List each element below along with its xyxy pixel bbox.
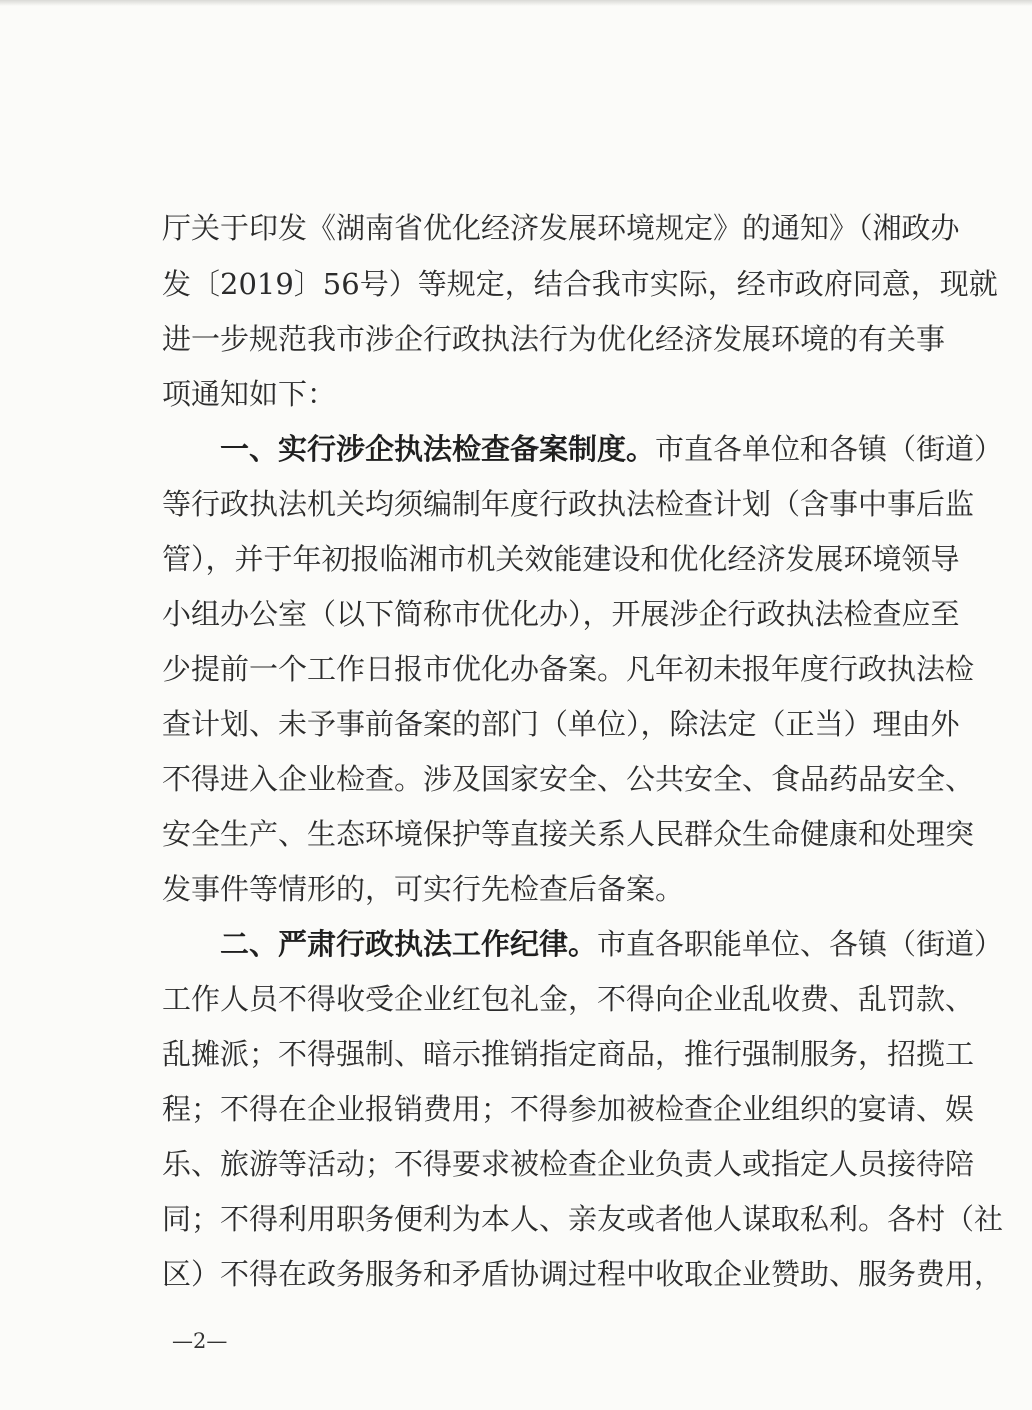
- section-two-line-4: 程；不得在企业报销费用；不得参加被检查企业组织的宴请、娱: [162, 1092, 975, 1126]
- section-two-line-7: 区）不得在政务服务和矛盾协调过程中收取企业赞助、服务费用，: [162, 1257, 1004, 1291]
- section-one-line-3: 管），并于年初报临湘市机关效能建设和优化经济发展环境领导: [162, 542, 960, 576]
- section-one-text-start: 市直各单位和各镇（街道）: [655, 432, 1004, 466]
- section-one-first-line: [220, 421, 1004, 477]
- section-one-line-7: 不得进入企业检查。涉及国家安全、公共安全、食品药品安全、: [162, 762, 975, 796]
- paragraph-line-2: 发〔2019〕56号）等规定，结合我市实际，经市政府同意，现就: [162, 267, 998, 301]
- section-one-line-6: 查计划、未予事前备案的部门（单位），除法定（正当）理由外: [162, 707, 960, 741]
- page-number: —2—: [172, 1329, 228, 1353]
- section-heading-one: 一、实行涉企执法检查备案制度。: [220, 432, 656, 466]
- section-heading-two: 二、严肃行政执法工作纪律。: [220, 927, 598, 961]
- section-two-line-5: 乐、旅游等活动；不得要求被检查企业负责人或指定人员接待陪: [162, 1147, 975, 1181]
- section-two-line-6: 同；不得利用职务便利为本人、亲友或者他人谋取私利。各村（社: [162, 1202, 1004, 1236]
- paragraph-line-3: 进一步规范我市涉企行政执法行为优化经济发展环境的有关事: [162, 322, 946, 356]
- paragraph-line-1: 厅关于印发《湖南省优化经济发展环境规定》的通知》（湘政办: [162, 211, 960, 245]
- section-two-line-2: 工作人员不得收受企业红包礼金，不得向企业乱收费、乱罚款、: [162, 982, 975, 1016]
- scan-edge-shadow: [0, 0, 1032, 6]
- section-one-line-8: 安全生产、生态环境保护等直接关系人民群众生命健康和处理突: [162, 817, 975, 851]
- section-one-line-9: 发事件等情形的，可实行先检查后备案。: [162, 872, 685, 906]
- section-one-line-4: 小组办公室（以下简称市优化办），开展涉企行政执法检查应至: [162, 597, 960, 631]
- section-one-line-2: 等行政执法机关均须编制年度行政执法检查计划（含事中事后监: [162, 487, 975, 521]
- paragraph-line-4: 项通知如下：: [162, 377, 337, 411]
- section-two-first-line: [220, 916, 1004, 972]
- section-one-line-5: 少提前一个工作日报市优化办备案。凡年初未报年度行政执法检: [162, 652, 975, 686]
- section-two-line-3: 乱摊派；不得强制、暗示推销指定商品，推行强制服务，招揽工: [162, 1037, 975, 1071]
- section-two-text-start: 市直各职能单位、各镇（街道）: [597, 927, 1004, 961]
